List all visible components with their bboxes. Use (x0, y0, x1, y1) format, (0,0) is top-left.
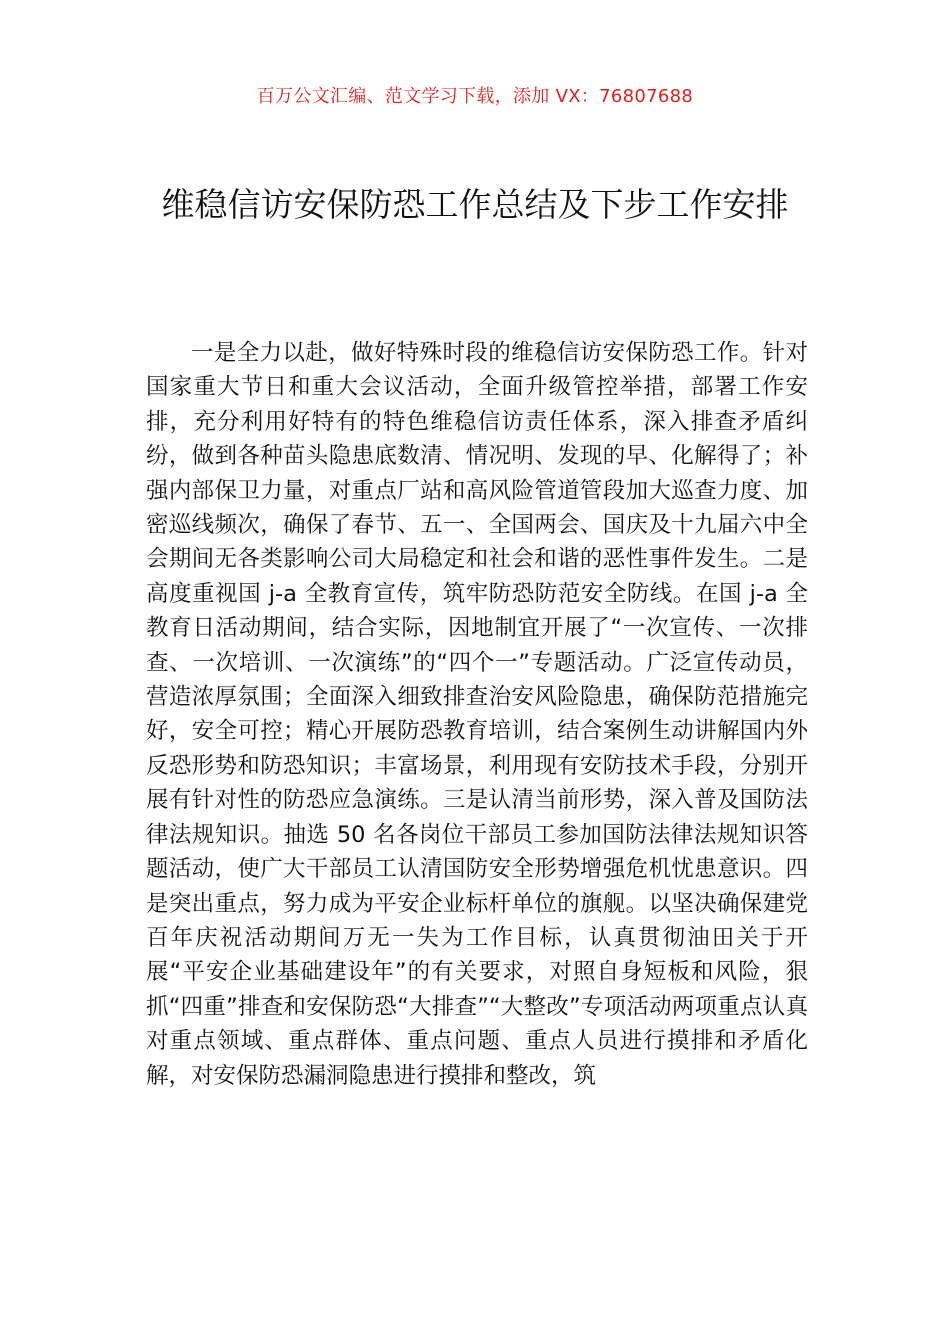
header-note: 百万公文汇编、范文学习下载，添加 VX：76807688 (256, 86, 694, 107)
body-paragraph: 一是全力以赴，做好特殊时段的维稳信访安保防恐工作。针对国家重大节日和重大会议活动，全面升级管控举措，部署工作安排，充分利用好特有的特色维稳信访责任体系，深入排查矛盾纠纷，做到各种苗头隐患底数清、情况明、发现的早、化解得了；补强内部保卫力量，对重点厂站和高风险管道管段加大巡查力度、加密巡线频次，确保了春节、五一、全国两会、国庆及十九届六中全会期间无各类影响公司大局稳定和社会和谐的恶性事件发生。二是高度重视国 j-a 全教育宣传，筑牢防恐防范安全防线。在国 j-a 全教育日活动期间，结合实际，因地制宜开展了“一次宣传、一次排查、一次培训、一次演练”的“四个一”专题活动。广泛宣传动员，营造浓厚氛围；全面深入细致排查治安风险隐患，确保防范措施完好，安全可控；精心开展防恐教育培训，结合案例生动讲解国内外反恐形势和防恐知识；丰富场景，利用现有安防技术手段，分别开展有针对性的防恐应急演练。三是认清当前形势，深入普及国防法律法规知识。抽选 50 名各岗位干部员工参加国防法律法规知识答题活动，使广大干部员工认清国防安全形势增强危机忧患意识。四是突出重点，努力成为平安企业标杆单位的旗舰。以坚决确保建党百年庆祝活动期间万无一失为工作目标，认真贯彻油田关于开展“平安企业基础建设年”的有关要求，对照自身短板和风险，狠抓“四重”排查和安保防恐“大排查”“大整改”专项活动两项重点认真对重点领域、重点群体、重点问题、重点人员进行摸排和矛盾化解，对安保防恐漏洞隐患进行摸排和整改，筑 (146, 340, 808, 1089)
document-title: 维稳信访安保防恐工作总结及下步工作安排 (161, 185, 789, 224)
